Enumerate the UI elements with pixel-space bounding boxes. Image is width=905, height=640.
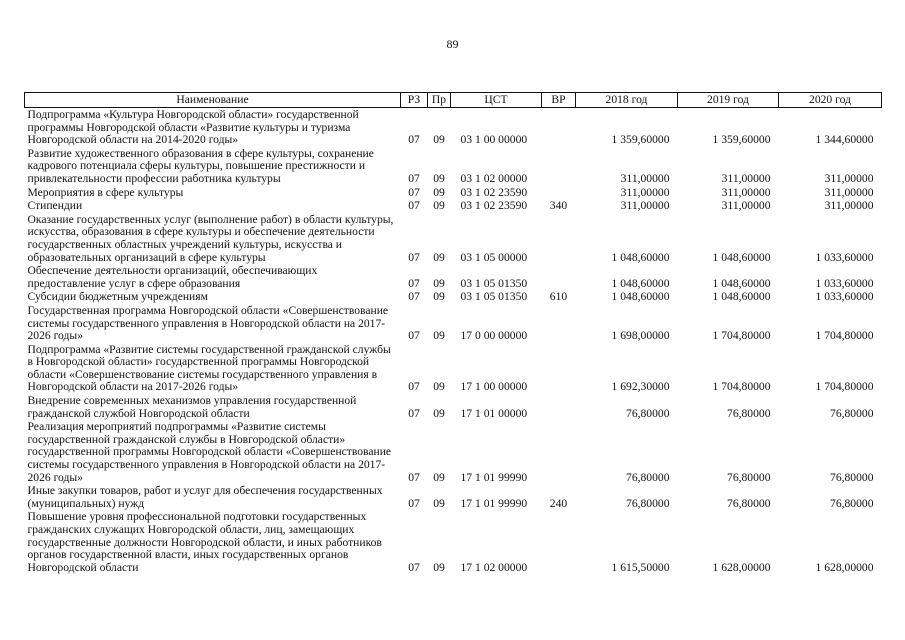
row-2019: 1 048,60000 bbox=[712, 290, 771, 304]
row-pr: 09 bbox=[433, 276, 445, 290]
table-row bbox=[25, 147, 882, 186]
row-pr: 09 bbox=[433, 171, 445, 185]
row-pr: 09 bbox=[433, 250, 445, 264]
row-2018: 1 048,60000 bbox=[611, 290, 670, 304]
row-cst: 17 0 00 00000 bbox=[460, 329, 528, 343]
header-2018: 2018 год bbox=[576, 93, 678, 108]
table-row bbox=[25, 394, 882, 420]
row-2018: 1 048,60000 bbox=[611, 276, 670, 290]
table-row bbox=[25, 484, 882, 510]
row-rz: 07 bbox=[408, 199, 420, 213]
row-2019: 311,00000 bbox=[721, 171, 771, 185]
row-rz: 07 bbox=[408, 496, 420, 510]
table-body bbox=[25, 108, 882, 575]
row-vr bbox=[542, 510, 576, 574]
row-vr bbox=[542, 420, 576, 484]
row-2018: 76,80000 bbox=[626, 496, 670, 510]
row-rz: 07 bbox=[408, 250, 420, 264]
table-row bbox=[25, 290, 882, 304]
page-number: 89 bbox=[446, 37, 459, 51]
row-name: Мероприятия в сфере культуры bbox=[27, 185, 184, 199]
row-pr: 09 bbox=[433, 470, 445, 484]
row-rz: 07 bbox=[408, 171, 420, 185]
row-2019: 311,00000 bbox=[721, 185, 771, 199]
header-2019: 2019 год bbox=[678, 93, 779, 108]
row-2020: 1 033,60000 bbox=[815, 290, 874, 304]
row-2018: 1 048,60000 bbox=[611, 250, 670, 264]
row-2019: 76,80000 bbox=[727, 406, 771, 420]
row-vr: 340 bbox=[549, 199, 568, 213]
row-name: Подпрограмма «Культура Новгородской области» государственной программы Новгородской области «Развитие культуры и туризма Новгородской области на 2014-2020 годы» bbox=[27, 108, 359, 147]
row-rz: 07 bbox=[408, 290, 420, 304]
row-2020: 1 704,80000 bbox=[815, 380, 874, 394]
row-2018: 1 359,60000 bbox=[611, 133, 670, 147]
row-name: Оказание государственных услуг (выполнение работ) в области культуры, искусства, образования в сфере культуры и обеспечение деятельности государственных областных учреждений культуры, искусства и образовательных организаций в сфере культуры bbox=[27, 212, 394, 264]
table-row bbox=[25, 108, 882, 147]
row-rz: 07 bbox=[408, 560, 420, 574]
row-pr: 09 bbox=[433, 496, 445, 510]
row-name: Внедрение современных механизмов управления государственной гражданской службой Новгородской области bbox=[27, 394, 357, 420]
table-row bbox=[25, 420, 882, 484]
row-vr bbox=[542, 264, 576, 290]
row-name: Реализация мероприятий подпрограммы «Развитие системы государственной гражданской службы в Новгородской области» государственной программы Новгородской области «Совершенствование системы государственного управления в Новгородской области на 2017-2026 годы» bbox=[27, 420, 392, 484]
row-rz: 07 bbox=[408, 133, 420, 147]
row-pr: 09 bbox=[433, 133, 445, 147]
row-2020: 1 344,60000 bbox=[815, 133, 874, 147]
row-cst: 03 1 02 23590 bbox=[460, 199, 528, 213]
row-2020: 1 628,00000 bbox=[815, 560, 874, 574]
row-2018: 1 698,00000 bbox=[611, 329, 670, 343]
row-cst: 03 1 00 00000 bbox=[460, 133, 528, 147]
row-pr: 09 bbox=[433, 406, 445, 420]
row-vr bbox=[542, 304, 576, 343]
row-pr: 09 bbox=[433, 290, 445, 304]
row-name: Повышение уровня профессиональной подготовки государственных гражданских служащих Новгородской области, лиц, замещающих государственные должности Новгородской области, и иных работников органов государственной власти, иных государственных органов Новгородской области bbox=[27, 510, 382, 574]
row-vr: 610 bbox=[549, 290, 568, 304]
row-cst: 03 1 05 01350 bbox=[460, 290, 528, 304]
row-pr: 09 bbox=[433, 199, 445, 213]
row-name: Подпрограмма «Развитие системы государственной гражданской службы в Новгородской области» государственной программы Новгородской области «Совершенствование системы государственного управления в Новгородской области на 2017-2026 годы» bbox=[27, 342, 391, 394]
row-rz: 07 bbox=[408, 329, 420, 343]
row-2020: 76,80000 bbox=[830, 406, 874, 420]
row-rz: 07 bbox=[408, 276, 420, 290]
row-vr bbox=[542, 147, 576, 186]
row-2020: 1 033,60000 bbox=[815, 276, 874, 290]
table-row bbox=[25, 510, 882, 574]
row-2018: 311,00000 bbox=[620, 199, 670, 213]
row-pr: 09 bbox=[433, 380, 445, 394]
header-2020: 2020 год bbox=[779, 93, 882, 108]
row-rz: 07 bbox=[408, 470, 420, 484]
row-vr bbox=[542, 213, 576, 264]
row-rz: 07 bbox=[408, 406, 420, 420]
header-rz: РЗ bbox=[401, 93, 428, 108]
table-row bbox=[25, 264, 882, 290]
row-cst: 17 1 01 99990 bbox=[460, 496, 528, 510]
row-cst: 03 1 05 01350 bbox=[460, 276, 528, 290]
row-2019: 1 704,80000 bbox=[712, 329, 771, 343]
row-2019: 1 628,00000 bbox=[712, 560, 771, 574]
row-pr: 09 bbox=[433, 185, 445, 199]
row-2018: 311,00000 bbox=[620, 171, 670, 185]
row-cst: 17 1 02 00000 bbox=[460, 560, 528, 574]
header-name: Наименование bbox=[25, 93, 401, 108]
table-row bbox=[25, 186, 882, 200]
table-row bbox=[25, 199, 882, 213]
row-name: Иные закупки товаров, работ и услуг для обеспечения государственных (муниципальных) нужд bbox=[27, 484, 383, 510]
row-cst: 17 1 01 99990 bbox=[460, 470, 528, 484]
row-vr bbox=[542, 186, 576, 200]
row-2020: 1 033,60000 bbox=[815, 250, 874, 264]
row-cst: 03 1 05 00000 bbox=[460, 250, 528, 264]
row-pr: 09 bbox=[433, 560, 445, 574]
row-2020: 76,80000 bbox=[830, 496, 874, 510]
row-2019: 1 048,60000 bbox=[712, 276, 771, 290]
row-2020: 311,00000 bbox=[824, 185, 874, 199]
row-cst: 17 1 01 00000 bbox=[460, 406, 528, 420]
row-2018: 76,80000 bbox=[626, 406, 670, 420]
row-vr bbox=[542, 394, 576, 420]
row-cst: 03 1 02 00000 bbox=[460, 171, 528, 185]
row-cst: 03 1 02 23590 bbox=[460, 185, 528, 199]
budget-table bbox=[24, 92, 882, 574]
row-name: Субсидии бюджетным учреждениям bbox=[27, 290, 208, 304]
table-row bbox=[25, 304, 882, 343]
row-2019: 76,80000 bbox=[727, 470, 771, 484]
row-2018: 76,80000 bbox=[626, 470, 670, 484]
table-header-row bbox=[25, 93, 882, 108]
row-name: Развитие художественного образования в сфере культуры, сохранение кадрового потенциала сферы культуры, повышение престижности и привлекательности профессии работника культуры bbox=[27, 146, 374, 185]
row-pr: 09 bbox=[433, 329, 445, 343]
row-vr: 240 bbox=[549, 496, 568, 510]
row-2020: 311,00000 bbox=[824, 171, 874, 185]
row-2018: 1 615,50000 bbox=[611, 560, 670, 574]
row-2019: 311,00000 bbox=[721, 199, 771, 213]
row-name: Обеспечение деятельности организаций, обеспечивающих предоставление услуг в сфере образования bbox=[27, 264, 318, 290]
row-name: Стипендии bbox=[27, 199, 83, 213]
row-rz: 07 bbox=[408, 185, 420, 199]
row-2019: 76,80000 bbox=[727, 496, 771, 510]
row-2019: 1 048,60000 bbox=[712, 250, 771, 264]
row-2020: 1 704,80000 bbox=[815, 329, 874, 343]
header-pr: Пр bbox=[428, 93, 451, 108]
table-row bbox=[25, 343, 882, 394]
row-2018: 311,00000 bbox=[620, 185, 670, 199]
row-name: Государственная программа Новгородской области «Совершенствование системы государственного управления в Новгородской области на 2017-2026 годы» bbox=[27, 303, 389, 343]
row-rz: 07 bbox=[408, 380, 420, 394]
header-cst: ЦСТ bbox=[451, 93, 542, 108]
row-2019: 1 704,80000 bbox=[712, 380, 771, 394]
row-vr bbox=[542, 343, 576, 394]
row-2020: 76,80000 bbox=[830, 470, 874, 484]
header-vr: ВР bbox=[542, 93, 576, 108]
row-2019: 1 359,60000 bbox=[712, 133, 771, 147]
row-vr bbox=[542, 108, 576, 147]
row-2018: 1 692,30000 bbox=[611, 380, 670, 394]
row-cst: 17 1 00 00000 bbox=[460, 380, 528, 394]
row-2020: 311,00000 bbox=[824, 199, 874, 213]
table-row bbox=[25, 213, 882, 264]
